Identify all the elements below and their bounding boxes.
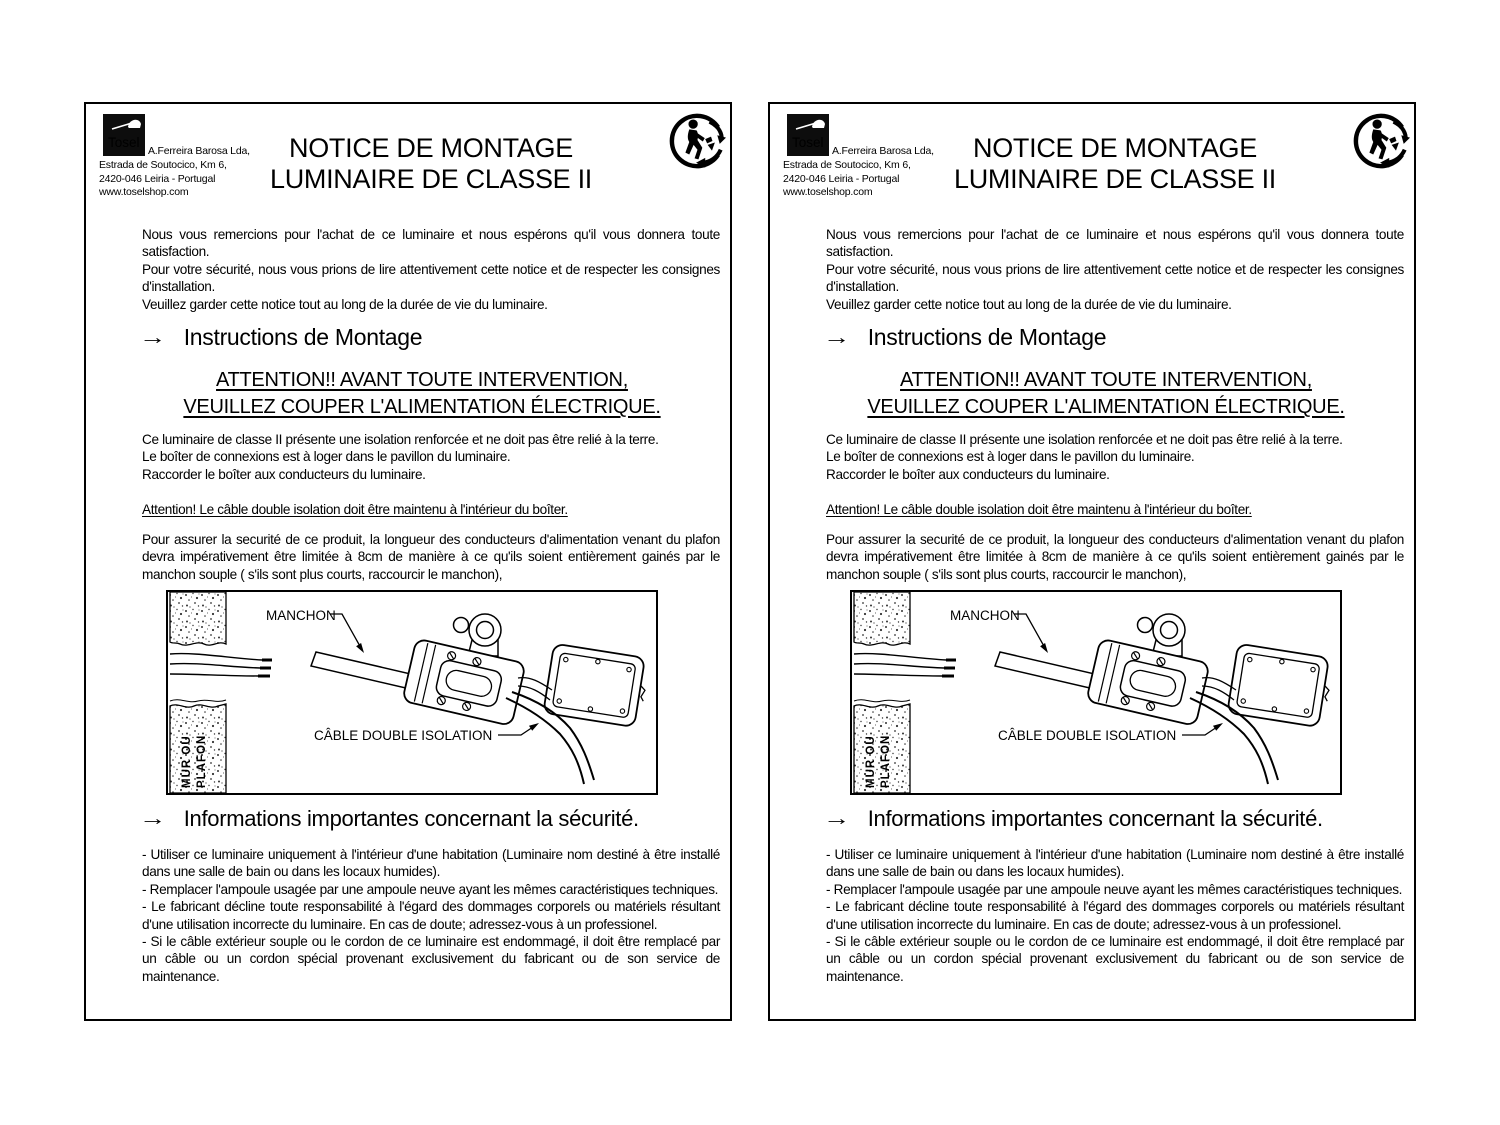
diagram-label-cable: CÂBLE DOUBLE ISOLATION [998,728,1177,743]
intro-paragraphs [826,226,1404,313]
wall-upper-section [170,592,226,645]
arrow-icon: → [822,807,850,830]
page-title [880,133,1350,195]
intro-paragraph-1: Nous vous remercions pour l'achat de ce luminaire et nous espérons qu'il vous donnera toute satisfaction. [142,227,720,260]
attention-note: Attention! Le câble double isolation doit être maintenu à l'intérieur du boîter. [142,502,568,517]
warning-line-1: ATTENTION!! AVANT TOUTE INTERVENTION, [900,369,1312,391]
notice-page-right [768,102,1416,1021]
address-line-1: Estrada de Soutocico, Km 6, [99,159,227,171]
address-line-1: Estrada de Soutocico, Km 6, [783,159,911,171]
wall-upper-section [854,592,910,645]
page-title-line-2: LUMINAIRE DE CLASSE II [954,164,1276,194]
company-website: www.toselshop.com [783,186,873,198]
triman-recycling-icon [668,112,726,170]
class2-line-3: Raccorder le boîter aux conducteurs du luminaire. [142,466,426,482]
attention-note: Attention! Le câble double isolation doit être maintenu à l'intérieur du boîter. [826,502,1252,517]
safety-notes [142,846,720,985]
section-heading-securite-label: Informations importantes concernant la sécurité. [867,806,1323,831]
notice-page-left [84,102,732,1021]
intro-paragraph-2: Pour votre sécurité, nous vous prions de lire attentivement cette notice et de respecter les consignes d'installation. [142,261,720,295]
class2-paragraph [826,431,1404,483]
section-heading-montage-label: Instructions de Montage [867,324,1107,350]
manchon-arrowhead [1040,643,1048,653]
safety-note-1: - Utiliser ce luminaire uniquement à l'intérieur d'une habitation (Luminaire nom destiné à être installé dans une salle de bain ou dans les locaux humides). [826,847,1404,880]
arrow-icon: → [138,807,166,830]
safety-note-3: - Le fabricant décline toute responsabilité à l'égard des dommages corporels ou matériels résultant d'une utilisation incorrecte du luminaire. En cas de doute; adressez-vous à un professionel. [826,899,1404,932]
wall-tear-line [170,700,226,702]
triman-recycling-icon [1352,112,1410,170]
cover-lid [1227,644,1334,728]
installation-diagram [850,590,1342,795]
intro-paragraph-3: Veuillez garder cette notice tout au long de la durée de vie du luminaire. [142,296,548,312]
intro-paragraphs [142,226,720,313]
section-heading-montage [138,324,423,351]
manchon-arrowhead [356,643,364,653]
arrow-icon: → [138,325,166,349]
diagram-label-cable: CÂBLE DOUBLE ISOLATION [314,728,493,743]
arrow-icon: → [822,325,850,349]
diagram-label-wall-line-2: PLAFON [880,734,892,788]
warning-line-2: VEUILLEZ COUPER L'ALIMENTATION ÉLECTRIQUE. [183,396,661,418]
cable-arrowhead [529,723,539,731]
class2-line-2: Le boîter de connexions est à loger dans le pavillon du luminaire. [826,449,1195,465]
class2-line-1: Ce luminaire de classe II présente une isolation renforcée et ne doit pas être relié à la terre. [142,432,659,447]
manchon-paragraph: Pour assurer la securité de ce produit, la longueur des conducteurs d'alimentation venant du plafon devra impérativement être limitée à 8cm de manière à ce qu'ils soient entièrement gainés par le manchon souple ( s'ils sont plus courts, raccourcir le manchon), [142,532,720,582]
logo-brand-text: Tosel [108,135,140,150]
warning-banner [122,367,722,421]
class2-line-1: Ce luminaire de classe II présente une isolation renforcée et ne doit pas être relié à la terre. [826,432,1343,447]
section-heading-securite [138,806,639,832]
class2-line-3: Raccorder le boîter aux conducteurs du luminaire. [826,466,1110,482]
warning-line-1: ATTENTION!! AVANT TOUTE INTERVENTION, [216,369,628,391]
wall-tear-line [854,700,910,702]
page-title [196,133,666,195]
warning-line-2: VEUILLEZ COUPER L'ALIMENTATION ÉLECTRIQUE. [867,396,1345,418]
safety-notes [826,846,1404,985]
supply-wires [854,654,956,676]
class2-paragraph [142,431,720,483]
manchon-paragraph: Pour assurer la securité de ce produit, la longueur des conducteurs d'alimentation venant du plafon devra impérativement être limitée à 8cm de manière à ce qu'ils soient entièrement gainés par le manchon souple ( s'ils sont plus courts, raccourcir le manchon), [826,532,1404,582]
diagram-label-wall-line-2: PLAFON [196,734,208,788]
class2-line-2: Le boîter de connexions est à loger dans le pavillon du luminaire. [142,449,511,465]
installation-diagram [166,590,658,795]
company-name: A.Ferreira Barosa Lda, [832,145,934,157]
tosel-logo [787,114,829,156]
section-heading-montage-label: Instructions de Montage [183,324,423,350]
cover-lid [543,644,650,728]
intro-paragraph-3: Veuillez garder cette notice tout au long de la durée de vie du luminaire. [826,296,1232,312]
section-heading-securite [822,806,1323,832]
safety-note-1: - Utiliser ce luminaire uniquement à l'intérieur d'une habitation (Luminaire nom destiné à être installé dans une salle de bain ou dans les locaux humides). [142,847,720,880]
page-title-line-1: NOTICE DE MONTAGE [289,133,573,163]
safety-note-3: - Le fabricant décline toute responsabilité à l'égard des dommages corporels ou matériels résultant d'une utilisation incorrecte du luminaire. En cas de doute; adressez-vous à un professionel. [142,899,720,932]
safety-note-4: - Si le câble extérieur souple ou le cordon de ce luminaire est endommagé, il doit être remplacé par un câble ou un cordon spécial provenant exclusivement du fabricant ou de son service de maintenance. [826,934,1404,984]
address-line-2: 2420-046 Leiria - Portugal [99,172,216,185]
address-line-2: 2420-046 Leiria - Portugal [783,172,900,185]
safety-note-2: - Remplacer l'ampoule usagée par une ampoule neuve ayant les mêmes caractéristiques techniques. [826,881,1403,897]
company-name: A.Ferreira Barosa Lda, [148,145,250,157]
cable-arrowhead [1213,723,1223,731]
junction-box [1086,638,1210,726]
supply-wires [170,654,272,676]
junction-box [402,638,526,726]
intro-paragraph-1: Nous vous remercions pour l'achat de ce luminaire et nous espérons qu'il vous donnera toute satisfaction. [826,227,1404,260]
section-heading-securite-label: Informations importantes concernant la sécurité. [183,806,639,831]
intro-paragraph-2: Pour votre sécurité, nous vous prions de lire attentivement cette notice et de respecter les consignes d'installation. [826,261,1404,295]
page-title-line-1: NOTICE DE MONTAGE [973,133,1257,163]
safety-note-4: - Si le câble extérieur souple ou le cordon de ce luminaire est endommagé, il doit être remplacé par un câble ou un cordon spécial provenant exclusivement du fabricant ou de son service de maintenance. [142,934,720,984]
page-title-line-2: LUMINAIRE DE CLASSE II [270,164,592,194]
section-heading-montage [822,324,1107,351]
diagram-label-wall-line-1: MUR OU [865,735,877,788]
diagram-label-wall-line-1: MUR OU [181,735,193,788]
safety-note-2: - Remplacer l'ampoule usagée par une ampoule neuve ayant les mêmes caractéristiques techniques. [142,881,719,897]
logo-brand-text: Tosel [792,135,824,150]
diagram-label-manchon: MANCHON [266,608,336,623]
diagram-label-manchon: MANCHON [950,608,1020,623]
warning-banner [806,367,1406,421]
tosel-logo [103,114,145,156]
company-website: www.toselshop.com [99,186,189,198]
